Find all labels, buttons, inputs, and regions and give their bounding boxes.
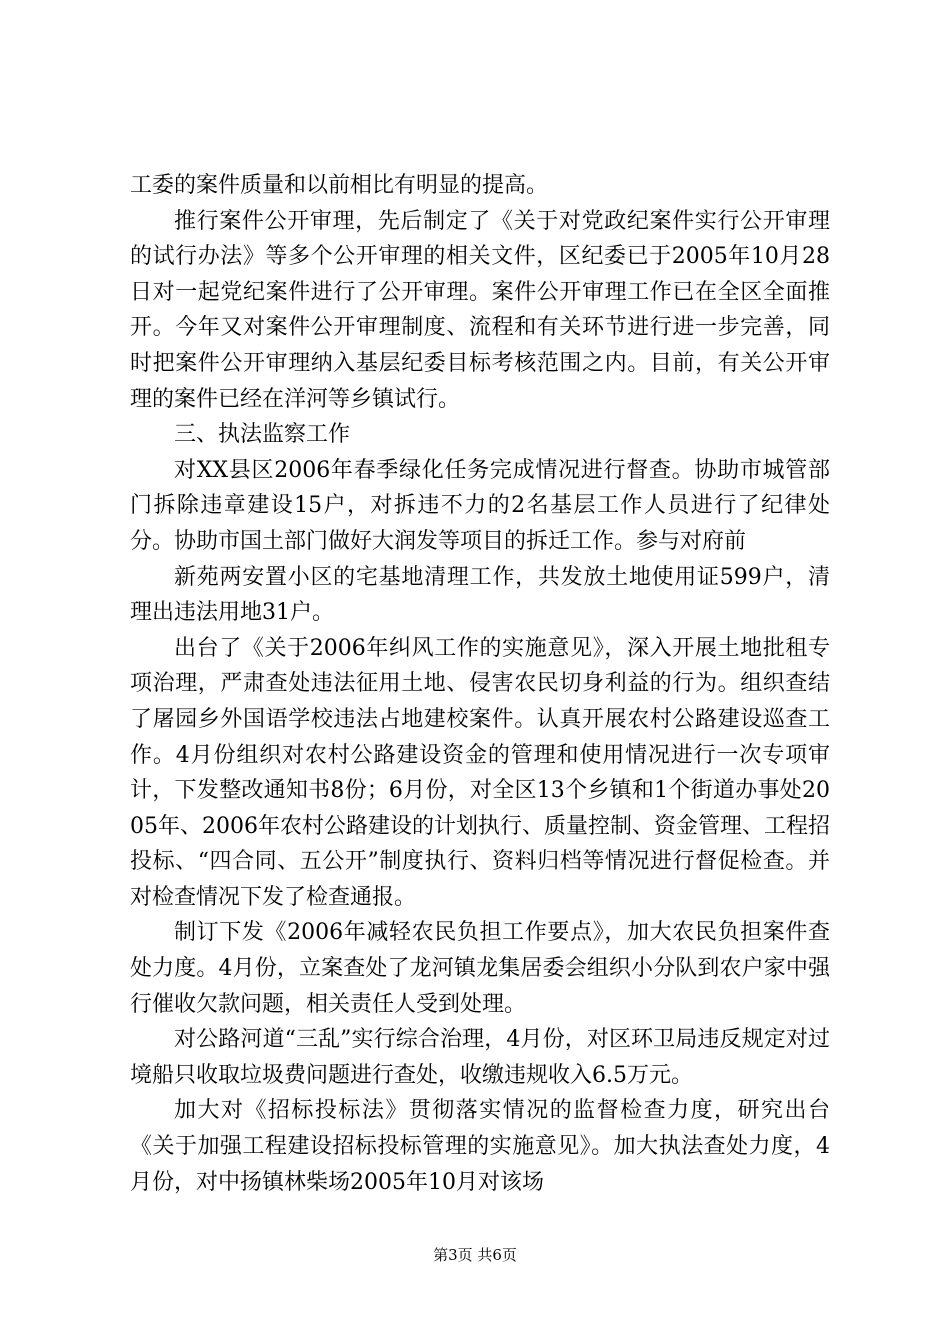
document-body (130, 168, 830, 1200)
paragraph-1: 工委的案件质量和以前相比有明显的提高。 (130, 173, 549, 198)
paragraph-6: 制订下发《2006年减轻农民负担工作要点》，加大农民负担案件查处力度。4月份，立案查处了龙河镇龙集居委会组织小分队到农户家中强行催收欠款问题，相关责任人受到处理。 (130, 920, 830, 1017)
paragraph-8: 加大对《招标投标法》贯彻落实情况的监督检查力度，研究出台《关于加强工程建设招标投标管理的实施意见》。加大执法查处力度，4月份，对中扬镇林柴场2005年10月对该场 (130, 1098, 830, 1195)
paragraph-3: 对XX县区2006年春季绿化任务完成情况进行督查。协助市城管部门拆除违章建设15户，对拆违不力的2名基层工作人员进行了纪律处分。协助市国土部门做好大润发等项目的拆迁工作。参与对府前 (130, 457, 830, 554)
paragraph-7: 对公路河道“三乱”实行综合治理，4月份，对区环卫局违反规定对过境船只收取垃圾费问题进行查处，收缴违规收入6.5万元。 (130, 1027, 830, 1088)
paragraph-4: 新苑两安置小区的宅基地清理工作，共发放土地使用证599户，清理出违法用地31户。 (130, 564, 830, 626)
page-footer: 第3页 共6页 (433, 1246, 517, 1264)
paragraph-2: 推行案件公开审理，先后制定了《关于对党政纪案件实行公开审理的试行办法》等多个公开审理的相关文件，区纪委已于2005年10月28日对一起党纪案件进行了公开审理。案件公开审理工作已在全区全面推开。今年又对案件公开审理制度、流程和有关环节进行进一步完善，同时把案件公开审理纳入基层纪委目标考核范围之内。目前，有关公开审理的案件已经在洋河等乡镇试行。 (130, 208, 830, 412)
section-heading: 三、执法监察工作 (174, 422, 351, 448)
paragraph-5: 出台了《关于2006年纠风工作的实施意见》，深入开展土地批租专项治理，严肃查处违法征用土地、侵害农民切身利益的行为。组织查结了屠园乡外国语学校违法占地建校案件。认真开展农村公路建设巡查工作。4月份组织对农村公路建设资金的管理和使用情况进行一次专项审计，下发整改通知书8份；6月份，对全区13个乡镇和1个街道办事处2005年、2006年农村公路建设的计划执行、质量控制、资金管理、工程招投标、“四合同、五公开”制度执行、资料归档等情况进行督促检查。并对检查情况下发了检查通报。 (130, 635, 830, 910)
